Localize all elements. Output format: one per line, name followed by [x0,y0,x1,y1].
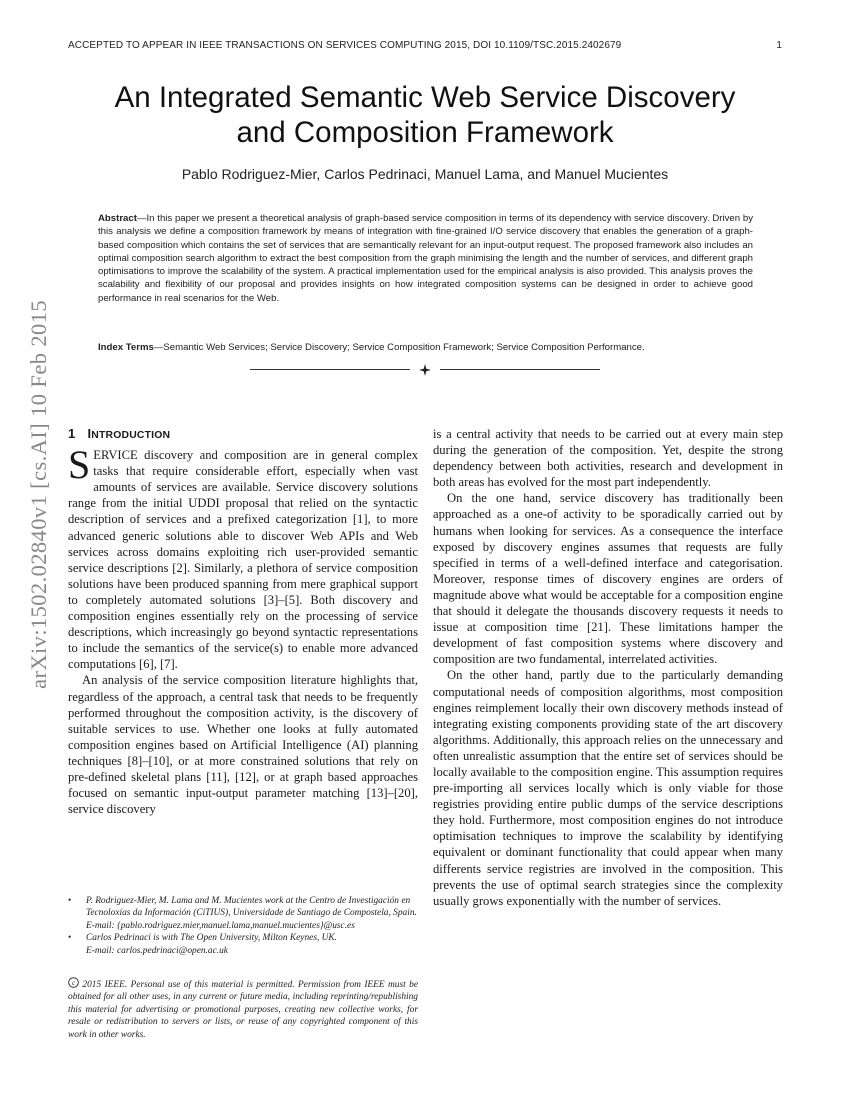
copyright-text: 2015 IEEE. Personal use of this material is permitted. Permission from IEEE must be obtained for all other uses, in any current or future media, including reprinting/republishing this material for advertising or promotional purposes, creating new collective works, for resale or redistribution to servers or lists, or reuse of any copyrighted component of this work in other works. [68,980,418,1040]
affiliation-footnotes [68,895,418,957]
copyright-symbol: c [71,979,76,987]
footnote-2-text: Carlos Pedrinaci is with The Open University, Milton Keynes, UK. [86,933,338,944]
abstract-text: —In this paper we present a theoretical analysis of graph-based service composition in terms of its dependency with service discovery. Driven by this analysis we define a composition framework by means of integration with fine-grained I/O service discovery that enables the generation of a graph-based composition which contains the set of services that are semantically relevant for an input-output request. The proposed framework also includes an optimal composition search algorithm to extract the best composition from the graph minimising the length and the number of services, and different graph optimisations to improve the scalability of the system. A practical implementation used for the empirical analysis is also provided. This analysis proves the scalability and flexibility of our proposal and provides insights on how integrated composition systems can be designed in order to achieve good performance in real scenarios for the Web. [98,213,753,304]
diamond-ornament-icon [419,364,431,376]
arxiv-stamp-text: arXiv:1502.02840v1 [cs.AI] 10 Feb 2015 [26,300,51,689]
running-head [68,40,782,51]
author-list: Pablo Rodriguez-Mier, Carlos Pedrinaci, Manuel Lama, and Manuel Mucientes [181,166,669,182]
footnote-1-text: P. Rodriguez-Mier, M. Lama and M. Mucientes work at the Centro de Investigación en Tecnoloxías da Información (CiTIUS), Universidade de Santiago de Compostela, Spain. [86,896,417,919]
footnote-1 [68,895,418,932]
section-divider [250,363,600,377]
section-title-rest: NTRODUCTION [91,430,171,441]
footnote-2-email: E-mail: carlos.pedrinaci@open.ac.uk [86,945,228,956]
index-terms-label: Index Terms [98,342,154,353]
index-terms-text: —Semantic Web Services; Service Discovery; Service Composition Framework; Service Composition Performance. [153,342,645,353]
bullet-icon: • [68,933,72,944]
copyright-icon [68,977,79,988]
footnote-2 [68,932,418,957]
drop-cap-rest: ERVICE [93,448,138,463]
section-heading [68,426,418,444]
index-terms [98,341,753,354]
section-number: 1 [68,426,76,441]
section-title-initial: I [87,426,92,441]
paper-title [40,80,810,150]
page-number: 1 [776,40,782,51]
drop-cap: S [68,442,91,488]
copyright-notice [68,977,418,1041]
arxiv-stamp [26,300,56,689]
intro-paragraph-1-text: discovery and composition are in general complex tasks that require considerable effort, especially when vast amounts of services are available. Service discovery solutions range from the initial UDDI proposal that relied on the syntactic description of services and a prefixed categorization [1], to more advanced generic solutions able to discover Web APIs and Web services across domains exploiting rich user-provided semantic service descriptions [2]. Similarly, a plethora of service composition solutions have been produced spanning from mere graphical support to completely automated solutions [3]–[5]. Both discovery and composition engines essentially rely on the processing of service descriptions, which increasingly go beyond syntactic representations to include the semantics of the service(s) to enable more advanced computations [6], [7]. [68,448,418,672]
right-column [433,426,783,909]
footnote-1-email: E-mail: {pablo.rodriguez.mier,manuel.lama,manuel.mucientes}@usc.es [86,920,355,931]
paper-title-line-1: An Integrated Semantic Web Service Discovery [114,81,736,114]
running-head-text: ACCEPTED TO APPEAR IN IEEE TRANSACTIONS ON SERVICES COMPUTING 2015, DOI 10.1109/TSC.2015.2402679 [68,40,622,51]
divider-line-left [250,369,410,370]
right-paragraph-1: On the one hand, service discovery has traditionally been approached as a one-of activity to be sporadically carried out by humans when looking for services. As a consequence the interface exposed by discovery engines assumes that requests are fully specified in terms of a well-defined interface and categorisation. Moreover, response times of discovery engines are orders of magnitude above what would be acceptable for a composition engine that should it delegate the thousands discovery requests it needs to issue at composition time [21]. These limitations hamper the development of fast composition systems where discovery and composition are two fundamental, interrelated activities. [433,491,783,667]
abstract [98,212,753,305]
intro-paragraph-2: An analysis of the service composition literature highlights that, regardless of the approach, a central task that needs to be frequently performed throughout the composition activity, is the discovery of suitable services to use. Whether one looks at fully automated composition engines based on Artificial Intelligence (AI) planning techniques [8]–[10], or at more constrained solutions that rely on pre-defined skeletal plans [11], [12], or at graph based approaches focused on semantic input-output parameter matching [13]–[20], service discovery [68,673,418,817]
intro-paragraph-1 [68,442,418,672]
abstract-label: Abstract [98,213,137,224]
right-paragraph-2: On the other hand, partly due to the particularly demanding computational needs of composition algorithms, most composition engines reimplement locally their own discovery methods instead of integrating existing components providing state of the art discovery algorithms. Additionally, this approach relies on the unnecessary and often unrealistic assumption that the entire set of services should be locally available to the composition engine. This assumption requires pre-importing all services locally which is only viable for those registries providing entire public dumps of the service descriptions they hold. Furthermore, most composition engines do not introduce optimisation techniques to improve the scalability by identifying equivalent or dominant functionality that could appear when many differents service registries are involved in the composition. This prevents the use of optimal search strategies since the complexity usually grows exponentially with the number of services. [433,668,783,908]
bullet-icon: • [68,896,72,906]
right-paragraph-continued: is a central activity that needs to be carried out at every main step during the generation of the composition. Yet, despite the strong dependency between both activities, research and development in both areas has evolved for the most part independently. [433,427,783,490]
divider-line-right [440,369,600,370]
left-column [68,426,418,817]
paper-title-line-2: and Composition Framework [236,116,614,149]
